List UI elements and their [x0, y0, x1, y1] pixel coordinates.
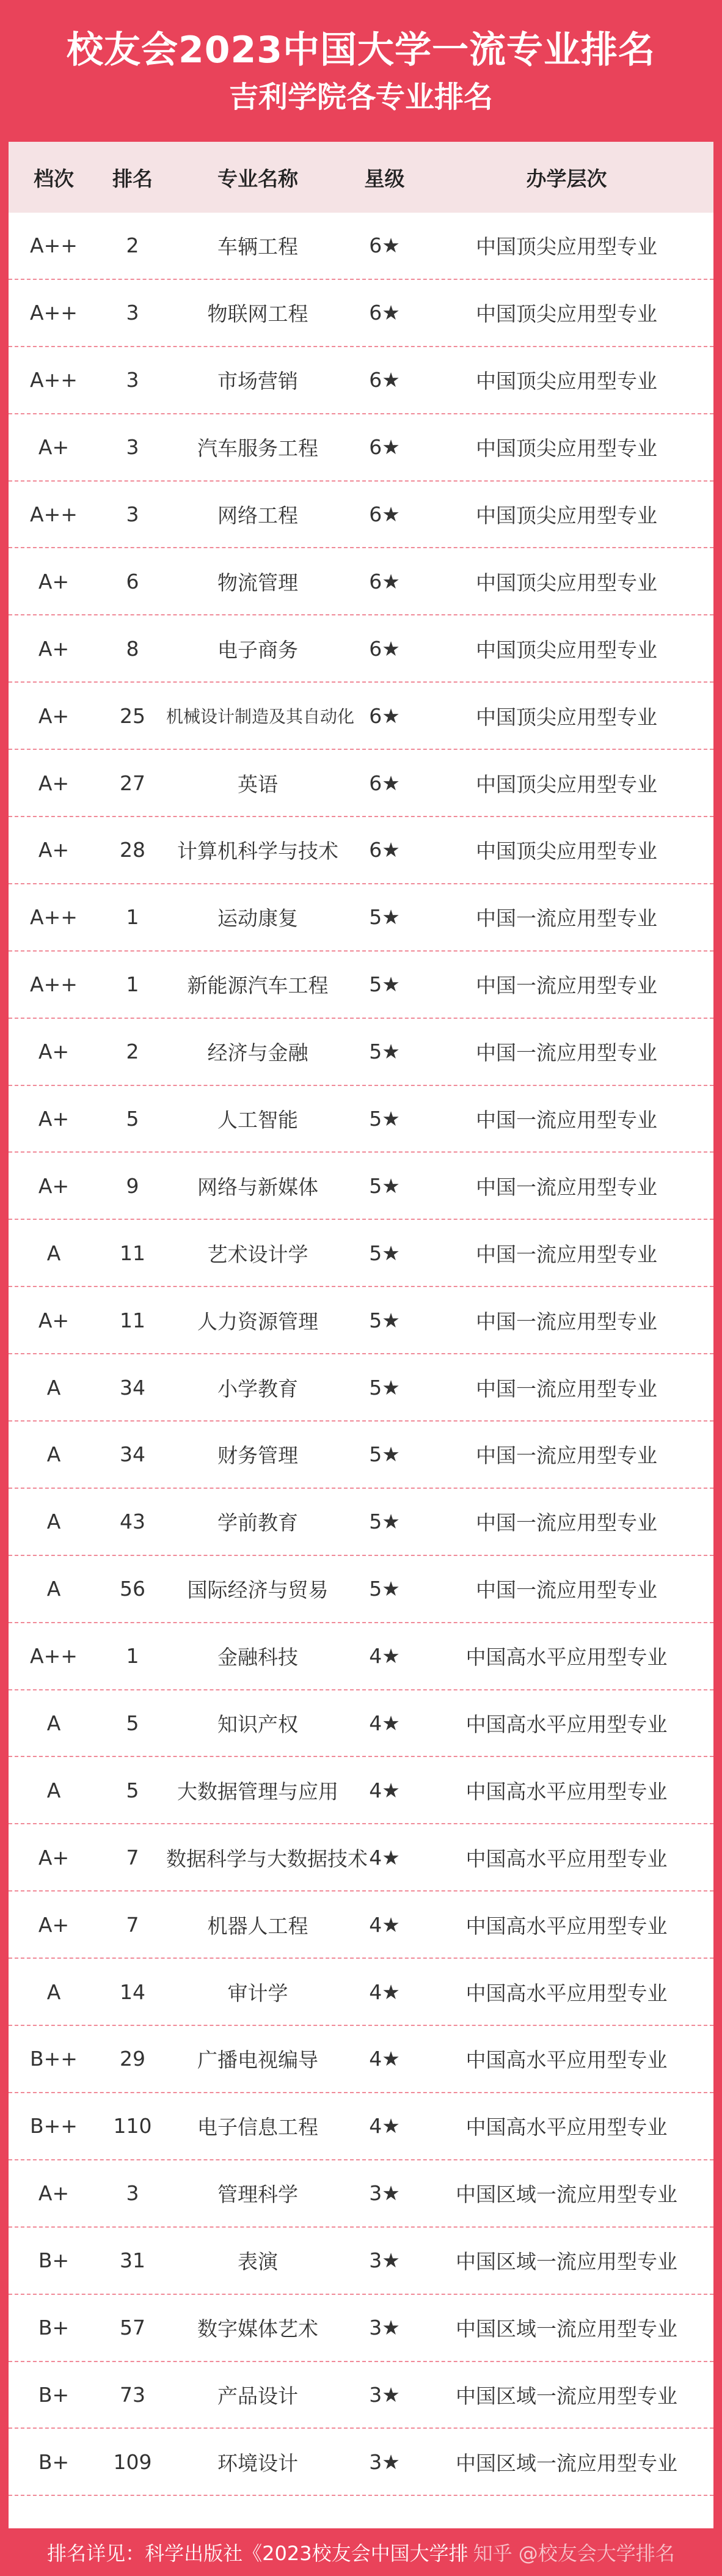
grade-cell: B++: [30, 2047, 78, 2071]
rank-cell: 8: [126, 636, 139, 661]
rank-cell: 2: [126, 1040, 139, 1064]
table-row: [9, 683, 713, 750]
rank-cell: 7: [126, 1845, 139, 1870]
stars-cell: 6★: [369, 636, 400, 661]
rank-cell: 56: [120, 1577, 145, 1601]
table-row: [9, 817, 713, 884]
table-row: [9, 1824, 713, 1892]
table-row: [9, 1959, 713, 2026]
table-row: [9, 952, 713, 1019]
level-cell: 中国顶尖应用型专业: [476, 235, 657, 259]
rank-cell: 34: [120, 1442, 145, 1467]
stars-cell: 6★: [369, 301, 400, 325]
level-cell: 中国高水平应用型专业: [465, 1712, 668, 1737]
table-row: [9, 1086, 713, 1153]
grade-cell: A: [46, 1577, 61, 1601]
level-cell: 中国一流应用型专业: [476, 1444, 657, 1468]
header-rank: 排名: [112, 166, 153, 191]
grade-cell: A++: [30, 972, 78, 997]
level-cell: 中国高水平应用型专业: [465, 1914, 668, 1938]
stars-cell: 4★: [369, 2114, 400, 2138]
stars-cell: 6★: [369, 435, 400, 460]
level-cell: 中国一流应用型专业: [476, 1376, 657, 1401]
level-cell: 中国顶尖应用型专业: [476, 637, 657, 662]
page-subtitle: 吉利学院各专业排名: [228, 80, 493, 114]
table-row: [9, 414, 713, 482]
grade-cell: A++: [30, 233, 78, 258]
table-row: [9, 750, 713, 817]
level-cell: 中国一流应用型专业: [476, 1511, 657, 1535]
grade-cell: A+: [38, 636, 70, 661]
major-name-cell: 网络与新媒体: [197, 1175, 318, 1199]
grade-cell: A++: [30, 301, 78, 325]
footer: [0, 2528, 722, 2576]
level-cell: 中国一流应用型专业: [476, 1309, 657, 1334]
rank-cell: 3: [126, 301, 139, 325]
grade-cell: A+: [38, 1107, 70, 1131]
stars-cell: 5★: [369, 1173, 400, 1198]
level-cell: 中国区域一流应用型专业: [456, 2182, 677, 2207]
major-name-cell: 学前教育: [217, 1511, 298, 1535]
rank-cell: 5: [126, 1711, 139, 1736]
grade-cell: A+: [38, 1912, 70, 1937]
rank-cell: 3: [126, 435, 139, 460]
table-row: [9, 1623, 713, 1690]
grade-cell: A+: [38, 569, 70, 593]
table-row: [9, 884, 713, 952]
rank-cell: 5: [126, 1107, 139, 1131]
major-name-cell: 人工智能: [217, 1108, 298, 1132]
level-cell: 中国顶尖应用型专业: [476, 369, 657, 394]
level-cell: 中国顶尖应用型专业: [476, 302, 657, 326]
major-name-cell: 国际经济与贸易: [187, 1578, 329, 1602]
major-name-cell: 新能源汽车工程: [187, 974, 329, 998]
stars-cell: 4★: [369, 1912, 400, 1937]
rank-cell: 6: [126, 569, 139, 593]
header-major: 专业名称: [217, 166, 298, 191]
rank-cell: 25: [120, 703, 145, 728]
table-row: [9, 1220, 713, 1287]
table-row: [9, 213, 713, 280]
rank-cell: 3: [126, 502, 139, 526]
rank-cell: 73: [120, 2382, 145, 2407]
level-cell: 中国顶尖应用型专业: [476, 570, 657, 595]
table-row: [9, 2295, 713, 2362]
table-row: [9, 2429, 713, 2496]
major-name-cell: 机械设计制造及其自动化: [166, 706, 355, 727]
stars-cell: 3★: [369, 2316, 400, 2340]
level-cell: 中国一流应用型专业: [476, 974, 657, 998]
grade-cell: A++: [30, 905, 78, 930]
major-name-cell: 物流管理: [217, 570, 298, 595]
rank-cell: 2: [126, 233, 139, 258]
grade-cell: A: [46, 1510, 61, 1534]
level-cell: 中国高水平应用型专业: [465, 1779, 668, 1804]
stars-cell: 6★: [369, 771, 400, 795]
level-cell: 中国高水平应用型专业: [465, 1981, 668, 2005]
table-row: [9, 1354, 713, 1422]
grade-cell: A++: [30, 1644, 78, 1668]
level-cell: 中国一流应用型专业: [476, 1108, 657, 1132]
grade-cell: A+: [38, 1308, 70, 1332]
major-name-cell: 小学教育: [217, 1376, 298, 1401]
rank-cell: 14: [120, 1980, 145, 2004]
rank-cell: 31: [120, 2248, 145, 2273]
grade-cell: A++: [30, 368, 78, 392]
major-name-cell: 环境设计: [217, 2451, 298, 2475]
major-name-cell: 车辆工程: [217, 235, 298, 259]
stars-cell: 6★: [369, 569, 400, 593]
rank-cell: 5: [126, 1778, 139, 1802]
header-stars: 星级: [364, 166, 405, 191]
major-name-cell: 运动康复: [217, 906, 298, 931]
table-body: [9, 213, 713, 2496]
table-row: [9, 615, 713, 683]
major-name-cell: 广播电视编导: [197, 2048, 318, 2072]
table-row: [9, 1422, 713, 1489]
major-name-cell: 电子商务: [217, 637, 298, 662]
stars-cell: 4★: [369, 1711, 400, 1736]
level-cell: 中国高水平应用型专业: [465, 1846, 668, 1871]
stars-cell: 6★: [369, 838, 400, 862]
grade-cell: A: [46, 1375, 61, 1400]
level-cell: 中国一流应用型专业: [476, 1578, 657, 1602]
major-name-cell: 数字媒体艺术: [197, 2317, 318, 2341]
table-row: [9, 1556, 713, 1623]
level-cell: 中国区域一流应用型专业: [456, 2383, 677, 2408]
level-cell: 中国区域一流应用型专业: [456, 2250, 677, 2274]
rank-cell: 1: [126, 972, 139, 997]
major-name-cell: 表演: [238, 2250, 278, 2274]
stars-cell: 5★: [369, 1107, 400, 1131]
rank-cell: 29: [120, 2047, 145, 2071]
major-name-cell: 数据科学与大数据技术: [166, 1846, 368, 1871]
grade-cell: A: [46, 1980, 61, 2004]
rank-cell: 28: [120, 838, 145, 862]
grade-cell: A: [46, 1241, 61, 1265]
rank-cell: 110: [113, 2114, 152, 2138]
level-cell: 中国区域一流应用型专业: [456, 2317, 677, 2341]
grade-cell: A+: [38, 2181, 70, 2206]
grade-cell: B+: [38, 2316, 70, 2340]
rank-cell: 9: [126, 1173, 139, 1198]
grade-cell: B+: [38, 2248, 70, 2273]
rank-cell: 27: [120, 771, 145, 795]
stars-cell: 3★: [369, 2382, 400, 2407]
grade-cell: A+: [38, 1173, 70, 1198]
stars-cell: 5★: [369, 972, 400, 997]
level-cell: 中国顶尖应用型专业: [476, 705, 657, 729]
major-name-cell: 英语: [238, 772, 278, 796]
header-level: 办学层次: [526, 166, 607, 191]
grade-cell: B++: [30, 2114, 78, 2138]
table-header: [9, 142, 713, 213]
major-name-cell: 网络工程: [217, 504, 298, 527]
page-header: [0, 0, 722, 142]
stars-cell: 5★: [369, 1442, 400, 1467]
stars-cell: 5★: [369, 1577, 400, 1601]
stars-cell: 6★: [369, 703, 400, 728]
rank-cell: 3: [126, 368, 139, 392]
stars-cell: 6★: [369, 502, 400, 526]
level-cell: 中国一流应用型专业: [476, 1041, 657, 1065]
rank-cell: 43: [120, 1510, 145, 1534]
stars-cell: 3★: [369, 2248, 400, 2273]
table-row: [9, 280, 713, 347]
major-name-cell: 经济与金融: [207, 1041, 308, 1065]
grade-cell: B+: [38, 2449, 70, 2474]
grade-cell: A+: [38, 1040, 70, 1064]
stars-cell: 4★: [369, 1845, 400, 1870]
level-cell: 中国一流应用型专业: [476, 1175, 657, 1199]
table-row: [9, 1892, 713, 1959]
table-row: [9, 1757, 713, 1824]
grade-cell: A+: [38, 1845, 70, 1870]
major-name-cell: 金融科技: [217, 1645, 298, 1670]
rank-cell: 11: [120, 1241, 145, 1265]
header-grade: 档次: [34, 166, 74, 191]
rank-cell: 34: [120, 1375, 145, 1400]
major-name-cell: 市场营销: [217, 369, 298, 394]
table-row: [9, 482, 713, 549]
grade-cell: B+: [38, 2382, 70, 2407]
grade-cell: A+: [38, 435, 70, 460]
stars-cell: 3★: [369, 2181, 400, 2206]
stars-cell: 3★: [369, 2449, 400, 2474]
watermark: 知乎 @校友会大学排名: [473, 2542, 675, 2565]
rank-cell: 7: [126, 1912, 139, 1937]
major-name-cell: 审计学: [227, 1981, 288, 2005]
level-cell: 中国顶尖应用型专业: [476, 436, 657, 461]
rank-cell: 1: [126, 905, 139, 930]
page-title: 校友会2023中国大学一流专业排名: [67, 29, 655, 72]
rank-cell: 11: [120, 1308, 145, 1332]
major-name-cell: 财务管理: [217, 1444, 298, 1468]
level-cell: 中国顶尖应用型专业: [476, 839, 657, 864]
rank-cell: 109: [113, 2449, 152, 2474]
stars-cell: 4★: [369, 1980, 400, 2004]
major-name-cell: 汽车服务工程: [197, 436, 318, 461]
grade-cell: A+: [38, 771, 70, 795]
grade-cell: A+: [38, 838, 70, 862]
major-name-cell: 机器人工程: [207, 1914, 308, 1938]
table-row: [9, 1019, 713, 1086]
ranking-table: [9, 142, 713, 2528]
rank-cell: 57: [120, 2316, 145, 2340]
table-row: [9, 1153, 713, 1220]
major-name-cell: 电子信息工程: [197, 2115, 318, 2140]
major-name-cell: 人力资源管理: [197, 1309, 318, 1334]
major-name-cell: 计算机科学与技术: [177, 839, 338, 864]
level-cell: 中国顶尖应用型专业: [476, 772, 657, 796]
grade-cell: A: [46, 1711, 61, 1736]
stars-cell: 5★: [369, 1510, 400, 1534]
grade-cell: A++: [30, 502, 78, 526]
stars-cell: 5★: [369, 1241, 400, 1265]
stars-cell: 4★: [369, 1644, 400, 1668]
table-row: [9, 1287, 713, 1354]
stars-cell: 5★: [369, 905, 400, 930]
table-row: [9, 548, 713, 615]
stars-cell: 6★: [369, 233, 400, 258]
stars-cell: 4★: [369, 2047, 400, 2071]
level-cell: 中国顶尖应用型专业: [476, 504, 657, 527]
stars-cell: 5★: [369, 1308, 400, 1332]
level-cell: 中国一流应用型专业: [476, 1242, 657, 1266]
rank-cell: 3: [126, 2181, 139, 2206]
major-name-cell: 艺术设计学: [207, 1242, 308, 1266]
stars-cell: 6★: [369, 368, 400, 392]
level-cell: 中国高水平应用型专业: [465, 1645, 668, 1670]
grade-cell: A+: [38, 703, 70, 728]
table-row: [9, 2026, 713, 2093]
stars-cell: 4★: [369, 1778, 400, 1802]
major-name-cell: 物联网工程: [207, 302, 308, 326]
stars-cell: 5★: [369, 1375, 400, 1400]
level-cell: 中国一流应用型专业: [476, 906, 657, 931]
rank-cell: 1: [126, 1644, 139, 1668]
footer-source: 排名详见：科学出版社《2023校友会中国大学排: [47, 2542, 469, 2565]
level-cell: 中国高水平应用型专业: [465, 2048, 668, 2072]
grade-cell: A: [46, 1778, 61, 1802]
level-cell: 中国区域一流应用型专业: [456, 2451, 677, 2475]
level-cell: 中国高水平应用型专业: [465, 2115, 668, 2140]
table-row: [9, 1489, 713, 1556]
table-row: [9, 2093, 713, 2160]
grade-cell: A: [46, 1442, 61, 1467]
table-row: [9, 2160, 713, 2228]
table-row: [9, 1690, 713, 1758]
stars-cell: 5★: [369, 1040, 400, 1064]
table-row: [9, 2362, 713, 2429]
major-name-cell: 管理科学: [217, 2182, 298, 2207]
major-name-cell: 大数据管理与应用: [177, 1779, 338, 1804]
major-name-cell: 知识产权: [217, 1712, 298, 1737]
table-row: [9, 347, 713, 414]
table-row: [9, 2228, 713, 2295]
major-name-cell: 产品设计: [217, 2383, 298, 2408]
